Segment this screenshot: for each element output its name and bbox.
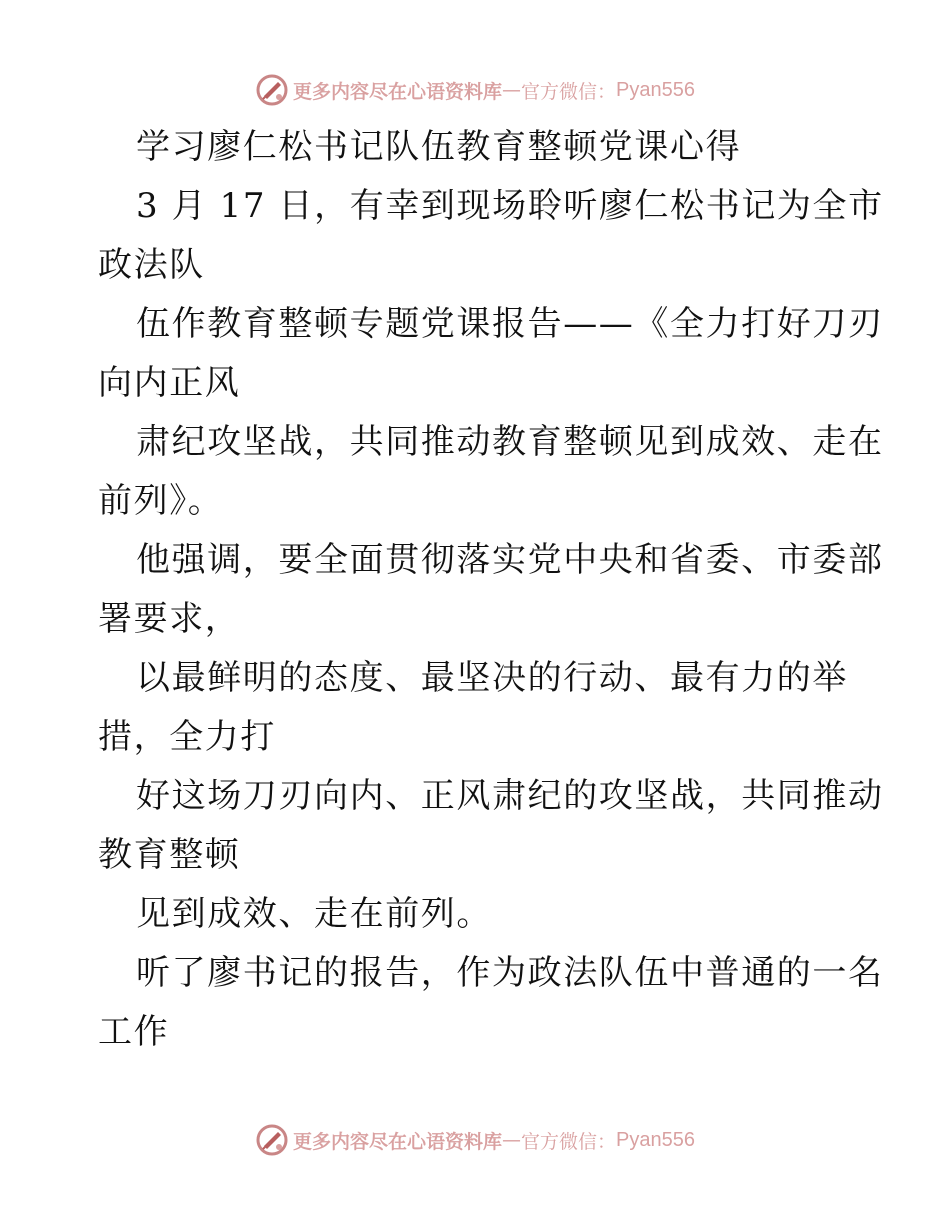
footer-watermark-banner [0, 1120, 950, 1160]
banner-wechat-id: Pyan556 [616, 78, 695, 101]
banner-separator: — [502, 79, 522, 101]
paragraph-line: 向内正风 [98, 363, 241, 403]
banner-wechat-label: 官方微信： [521, 80, 617, 103]
paragraph-line: 好这场刀刃向内、正风肃纪的攻坚战，共同推动 [136, 776, 884, 816]
banner-wechat-label: 官方微信： [521, 1130, 617, 1153]
paragraph-line: 听了廖书记的报告，作为政法队伍中普通的一名 [136, 953, 884, 993]
paragraph-line: 教育整顿 [98, 835, 241, 875]
paragraph-line: 署要求， [98, 599, 241, 639]
paragraph-line: 政法队 [98, 245, 205, 285]
banner-wechat-id: Pyan556 [616, 1128, 695, 1151]
paragraph-line: 前列》。 [98, 481, 224, 521]
paragraph-line: 以最鲜明的态度、最坚决的行动、最有力的举 [136, 658, 848, 698]
paragraph-line: 见到成效、走在前列。 [136, 894, 492, 934]
quill-logo-icon [255, 1123, 289, 1157]
paragraph-line: 肃纪攻坚战，共同推动教育整顿见到成效、走在 [136, 422, 884, 462]
banner-main-text: 更多内容尽在心语资料库 [293, 80, 503, 103]
paragraph-line: 工作 [98, 1012, 170, 1052]
paragraph-line: 伍作教育整顿专题党课报告——《全力打好刀刃 [136, 304, 884, 344]
banner-separator: — [502, 1129, 522, 1151]
paragraph-line: 3 月 17 日，有幸到现场聆听廖仁松书记为全市 [136, 186, 884, 226]
quill-logo-icon [255, 73, 289, 107]
paragraph-line: 他强调，要全面贯彻落实党中央和省委、市委部 [136, 540, 884, 580]
header-watermark-banner [0, 70, 950, 110]
document-title: 学习廖仁松书记队伍教育整顿党课心得 [136, 127, 742, 167]
document-body [98, 118, 884, 1062]
paragraph-line: 措，全力打 [98, 717, 276, 757]
banner-main-text: 更多内容尽在心语资料库 [293, 1130, 503, 1153]
